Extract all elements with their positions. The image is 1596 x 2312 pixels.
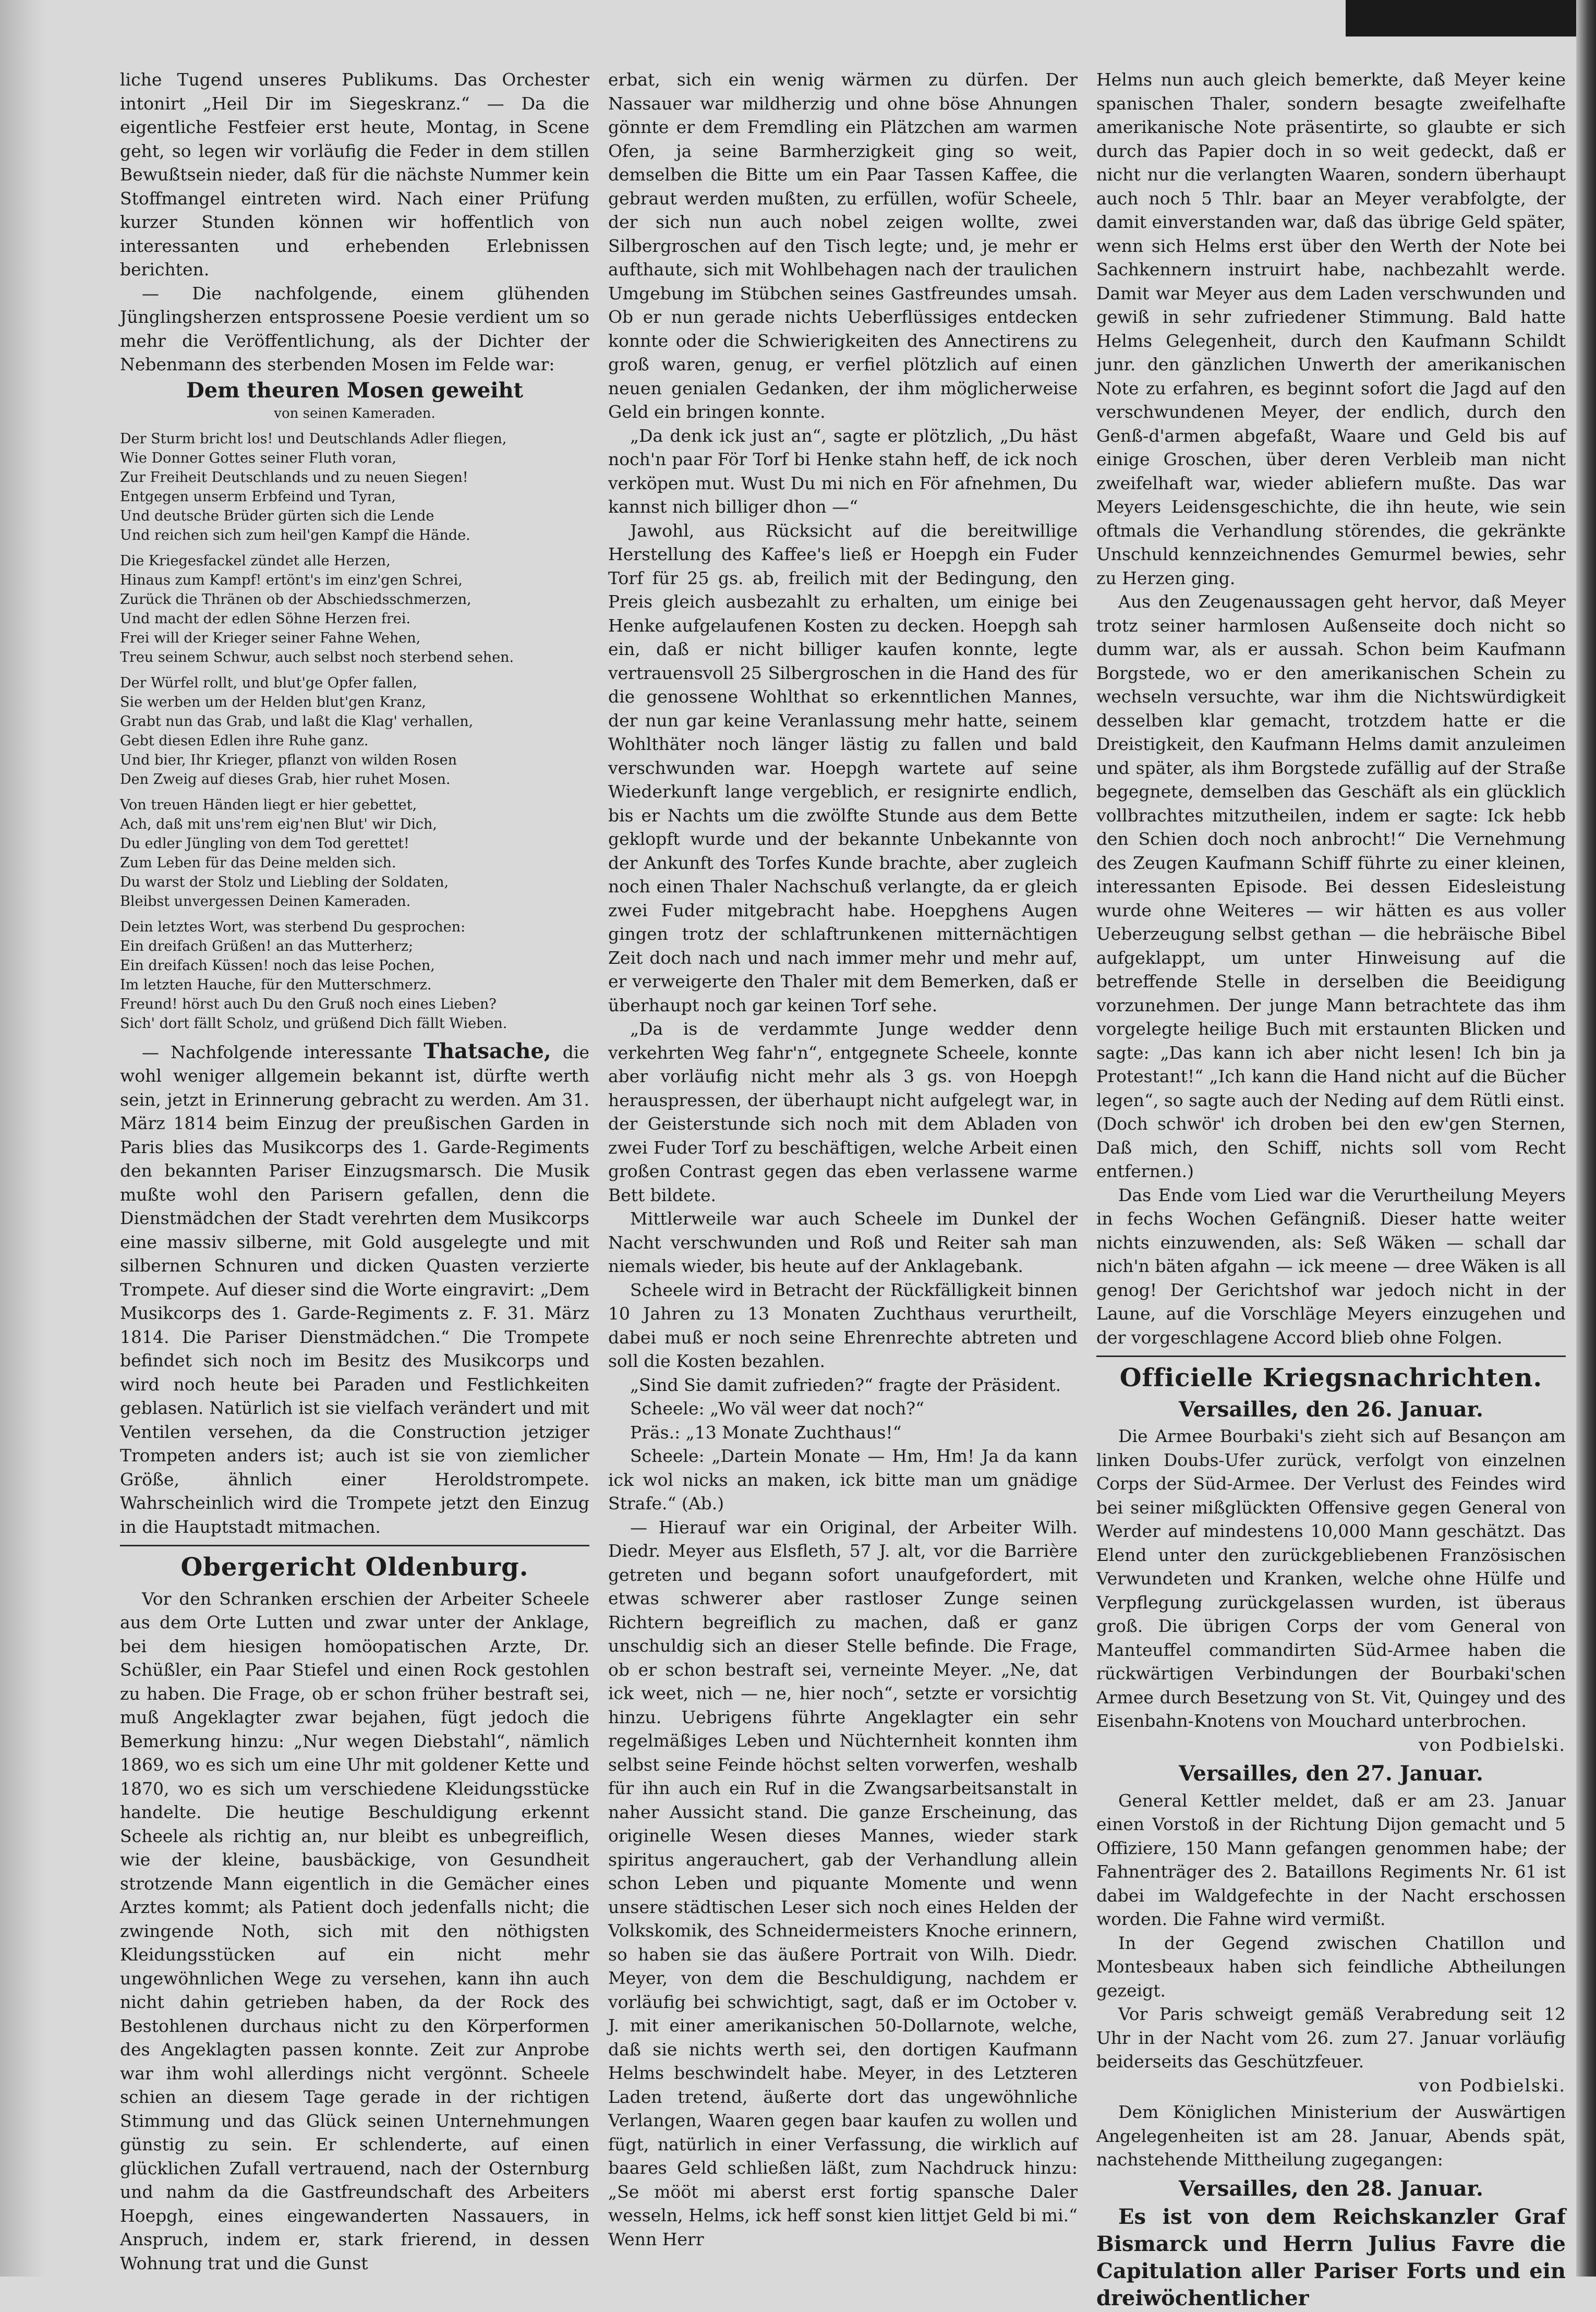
poem-line: Die Kriegesfackel zündet alle Herzen, (120, 552, 391, 569)
poem-stanza (120, 917, 589, 1033)
paragraph: „Da denk ick just an“, sagte er plötzlich, „Du häst noch'n paar För Torf bi Henke stahn heff, de ick noch verköpen mut. Wust Du mi nich en För afnehmen, Du kannst nich billiger dhon —“ (608, 425, 1078, 517)
section-divider (120, 1545, 589, 1546)
poem-stanza (120, 551, 589, 667)
poem-line: Der Sturm bricht los! und Deutschlands Adler fliegen, (120, 430, 507, 447)
paragraph: erbat, sich ein wenig wärmen zu dürfen. Der Nassauer war mildherzig und ohne böse Ahnungen gönnte er dem Fremdling ein Plätzchen am warmen Ofen, ja seine Barmherzigkeit ging so weit, demselben die Bitte um ein Paar Tassen Kaffee, die gebraut werden mußten, zu erfüllen, wofür Scheele, der sich nun auch nobel zeigen wollte, zwei Silbergroschen auf den Tisch legte; und, je mehr er aufthaute, sich mit Wohlbehagen nach der traulichen Umgebung im Stübchen seines Gastfreundes umsah. Ob er nun gerade nichts Ueberflüssiges entdecken konnte oder die Schwierigkeiten des Annectirens zu groß waren, genug, er verfiel plötzlich auf einen neuen genialen Gedanken, der ihm möglicherweise Geld ein bringen konnte. (608, 69, 1078, 422)
paragraph: — Die nachfolgende, einem glühenden Jünglingsherzen entsprossene Poesie verdient um so mehr die Veröffentlichung, als der Dichter der Nebenmann des sterbenden Mosen im Felde war: (120, 283, 589, 374)
paragraph: — Hierauf war ein Original, der Arbeiter Wilh. Diedr. Meyer aus Elsfleth, 57 J. alt, vor die Barrière getreten und begann sofort unaufgefordert, mit etwas schwerer aber rastloser Zunge seinen Richtern begreiflich zu machen, daß er ganz unschuldig sich an dieser Stelle befinde. Die Frage, ob er schon bestraft sei, verneinte Meyer. „Ne, dat ick weet, nich — ne, hier noch“, setzte er vorsichtig hinzu. Uebrigens führte Angeklagter ein sehr regelmäßiges Leben und Nüchternheit konnten ihm selbst seine Feinde höchst selten vorwerfen, weshalb für ihn auch ein Ruf in die Zwangsarbeitsanstalt in naher Aussicht stand. Die ganze Erscheinung, das originelle Wesen dieses Mannes, wieder stark spiritus angerauchert, gab der Verhandlung allein schon Leben und piquante Momente und wenn unsere städtischen Leser sich noch eines Helden der Volkskomik, des Schneidermeisters Knoche erinnern, so haben sie das äußere Portrait von Wilh. Diedr. Meyer, von dem die Beschuldigung, nachdem er vorläufig bei schwichtigt, sagt, daß er im October v. J. mit einer amerikanischen 50-Dollarnote, welche, daß sie nichts werth sei, den dortigen Kaufmann Helms beschwindelt habe. Meyer, in des Letzteren Laden tretend, äußerte dort das ungewöhnliche Verlangen, Waaren gegen baar kaufen zu wollen und fügt, natürlich in einer Verfassung, die wirklich auf baares Geld schließen läßt, zum Nachdruck hinzu: „Se mööt mi aberst erst fortig spansche Daler wesseln, Helms, ick heff sonst kien littjet Geld bi mi.“ Wenn Herr (608, 1517, 1078, 2249)
paragraph: Scheele wird in Betracht der Rückfälligkeit binnen 10 Jahren zu 13 Monaten Zuchthaus verurtheilt, dabei muß er noch seine Ehrenrechte abtreten und soll die Kosten bezahlen. (608, 1279, 1078, 1371)
poem-line: Im letzten Hauche, für den Mutterschmerz. (120, 976, 432, 993)
poem-line: Entgegen unserm Erbfeind und Tyran, (120, 488, 396, 505)
paragraph: Das Ende vom Lied war die Verurtheilung Meyers in fechs Wochen Gefängniß. Dieser hatte weiter nichts einzuwenden, als: Seß Wäken — schall dar nich'n bäten afgahn — ick meene — dree Wäken is all genog! Der Gerichtshof war jedoch nicht in der Laune, auf die Vorschläge Meyers einzugehen und der vorgeschlagene Accord blieb ohne Folgen. (1096, 1184, 1566, 1348)
poem-line: Von treuen Händen liegt er hier gebettet, (120, 796, 417, 813)
poem-line: Sich' dort fällt Scholz, und grüßend Dich fällt Wieben. (120, 1015, 507, 1032)
poem-line: Ein dreifach Küssen! noch das leise Pochen, (120, 957, 435, 974)
poem-line: Und macht der edlen Söhne Herzen frei. (120, 610, 411, 627)
poem-subtitle: von seinen Kameraden. (274, 406, 436, 421)
poem-title: Dem theuren Mosen geweiht (186, 378, 523, 403)
scan-dark-band (1346, 0, 1596, 37)
poem-line: Ein dreifach Grüßen! an das Mutterherz; (120, 938, 414, 954)
column-3 (1096, 68, 1566, 2310)
section-heading: Obergericht Oldenburg. (180, 1553, 529, 1582)
paragraph: „Da is de verdammte Junge wedder denn verkehrten Weg fahr'n“, entgegnete Scheele, konnte aber vorläufig nicht mehr als 3 gs. von Hoepgh herauspressen, der überhaupt nicht aufgelegt war, in der Geisterstunde sich noch mit dem Abladen von zwei Fuder Torf zu beschäftigen, welche Arbeit einen großen Contrast gegen das eben verlassene warme Bett bildete. (608, 1019, 1078, 1205)
signature: von Podbielski. (1419, 2075, 1566, 2096)
section-divider (1096, 1355, 1566, 1357)
poem-line: Freund! hörst auch Du den Gruß noch eines Lieben? (120, 996, 497, 1012)
paragraph: liche Tugend unseres Publikums. Das Orchester intonirt „Heil Dir im Siegeskranz.“ — Da die eigentliche Festfeier erst heute, Montag, in Scene geht, so legen wir vorläufig die Feder in dem stillen Bewußtsein nieder, daß für die nächste Nummer kein Stoffmangel eintreten wird. Nach einer Prüfung kurzer Stunden können wir hoffentlich von interessanten und erhebenden Erlebnissen berichten. (120, 69, 589, 280)
poem-line: Und bier, Ihr Krieger, pflanzt von wilden Rosen (120, 752, 457, 768)
poem-line: Frei will der Krieger seiner Fahne Wehen, (120, 630, 421, 646)
paragraph: Vor Paris schweigt gemäß Verabredung seit 12 Uhr in der Nacht vom 26. zum 27. Januar vorläufig beiderseits das Geschützfeuer. (1096, 2004, 1566, 2072)
dateline: Versailles, den 26. Januar. (1179, 1397, 1483, 1422)
page-shadow-right (1576, 0, 1596, 2277)
poem-line: Du warst der Stolz und Liebling der Soldaten, (120, 874, 449, 890)
paragraph-bold: Es ist von dem Reichskanzler Graf Bismarck und Herrn Julius Favre die Capitulation aller Pariser Forts und ein dreiwöchentlicher (1096, 2205, 1566, 2310)
poem-line: Zur Freiheit Deutschlands und zu neuen Siegen! (120, 469, 468, 486)
column-1 (120, 68, 589, 2273)
paragraph: Dem Königlichen Ministerium der Auswärtigen Angelegenheiten ist am 28. Januar, Abends spät, nachstehende Mittheilung zugegangen: (1096, 2102, 1566, 2170)
poem-stanza (120, 429, 589, 545)
paragraph: Scheele: „Dartein Monate — Hm, Hm! Ja da kann ick wol nicks an maken, ick bitte man um gnädige Strafe.“ (Ab.) (608, 1446, 1078, 1514)
paragraph: Präs.: „13 Monate Zuchthaus!“ (630, 1422, 902, 1443)
newspaper-page (120, 68, 1570, 2310)
page-shadow-left (0, 0, 47, 2277)
poem-stanza (120, 795, 589, 911)
paragraph: Jawohl, aus Rücksicht auf die bereitwillige Herstellung des Kaffee's ließ er Hoepgh ein Fuder Torf für 25 gs. ab, freilich mit der Bedingung, den Preis gleich ausbezahlt zu erhalten, um einige bei Henke aufgelaufenen Kosten zu decken. Hoepgh sah ein, daß er nicht billiger kaufen konnte, legte vertrauensvoll 25 Silbergroschen in die Hand des für die genossene Wohlthat so erkenntlichen Mannes, der nun gar keine Veranlassung mehr hatte, seinem Wohlthäter noch länger lästig zu fallen und bald verschwunden war. Hoepgh wartete auf seine Wiederkunft lange vergeblich, er resignirte endlich, bis er Nachts um die zwölfte Stunde aus dem Bette geklopft wurde und der bekannte Unbekannte von der Ankunft des Torfes Kunde brachte, aber zugleich noch einen Thaler Nachschuß verlangte, da er gleich zwei Fuder mitgebracht habe. Hoepghens Augen gingen trotz der schlaftrunkenen mitternächtigen Zeit doch nach und nach immer mehr und mehr auf, er verweigerte den Thaler mit dem Bemerken, daß er überhaupt noch gar keinen Torf sehe. (608, 520, 1078, 1015)
emphasis-word: Thatsache, (424, 1038, 551, 1063)
poem-line: Grabt nun das Grab, und laßt die Klag' verhallen, (120, 713, 474, 730)
poem-line: Der Würfel rollt, und blut'ge Opfer fallen, (120, 674, 417, 691)
poem-line: Zurück die Thränen ob der Abschiedsschmerzen, (120, 591, 471, 608)
signature: von Podbielski. (1419, 1734, 1566, 1755)
paragraph-start: — Nachfolgende interessante (142, 1042, 413, 1062)
poem-stanza (120, 673, 589, 789)
poem-line: Bleibst unvergessen Deinen Kameraden. (120, 893, 411, 910)
poem-line: Wie Donner Gottes seiner Fluth voran, (120, 450, 396, 466)
verse-quote: (Doch schwör' ich droben bei den ew'gen Sternen, Daß mich, den Schiff, nichts soll vom Recht entfernen.) (1096, 1113, 1566, 1181)
poem-line: Sie werben um der Helden blut'gen Kranz, (120, 694, 426, 710)
paragraph: Die Armee Bourbaki's zieht sich auf Besançon am linken Doubs-Ufer zurück, verfolgt von einzelnen Corps der Süd-Armee. Der Verlust des Feindes wird bei seiner mißglückten Offensive gegen General von Werder auf mindestens 10,000 Mann geschätzt. Das Elend unter den zurückgebliebenen Französischen Verwundeten und Kranken, welche ohne Hülfe und Verpflegung zurückgelassen wurden, ist überaus groß. Die übrigen Corps der vom General von Manteuffel commandirten Süd-Armee haben die rückwärtigen Verbindungen der Bourbaki'schen Armee durch Besetzung von St. Vit, Quingey und des Eisenbahn-Knotens von Mouchard unterbrochen. (1096, 1426, 1566, 1731)
paragraph: General Kettler meldet, daß er am 23. Januar einen Vorstoß in der Richtung Dijon gemacht und 5 Offiziere, 150 Mann gefangen genommen habe; der Fahnenträger des 2. Bataillons Regiments Nr. 61 ist dabei im Waldgefechte in der Nacht erschossen worden. Die Fahne wird vermißt. (1096, 1790, 1566, 1929)
paragraph (120, 1039, 589, 1539)
dateline: Versailles, den 27. Januar. (1179, 1761, 1483, 1786)
poem-line: Ach, daß mit uns'rem eig'nen Blut' wir Dich, (120, 816, 437, 832)
poem-line: Zum Leben für das Deine melden sich. (120, 854, 396, 871)
column-2 (608, 68, 1078, 2253)
poem-line: Gebt diesen Edlen ihre Ruhe ganz. (120, 732, 369, 749)
poem-line: Du edler Jüngling von dem Tod gerettet! (120, 835, 409, 852)
paragraph: Mittlerweile war auch Scheele im Dunkel der Nacht verschwunden und Roß und Reiter sah man niemals wieder, bis heute auf der Anklagebank. (608, 1208, 1078, 1276)
dateline: Versailles, den 28. Januar. (1179, 2176, 1483, 2201)
poem-line: Treu seinem Schwur, auch selbst noch sterbend sehen. (120, 649, 514, 665)
poem-line: Und reichen sich zum heil'gen Kampf die Hände. (120, 527, 470, 543)
paragraph: Vor den Schranken erschien der Arbeiter Scheele aus dem Orte Lutten und zwar unter der Anklage, bei dem hiesigen homöopatischen Arzte, Dr. Schüßler, ein Paar Stiefel und einen Rock gestohlen zu haben. Die Frage, ob er schon früher bestraft sei, muß Angeklagter zwar bejahen, fügt jedoch die Bemerkung hinzu: „Nur wegen Diebstahl“, nämlich 1869, wo es sich um eine Uhr mit goldener Kette und 1870, wo es sich um verschiedene Kleidungsstücke handelte. Die heutige Beschuldigung erkennt Scheele als richtig an, nur bleibt es unbegreiflich, wie der kleine, bausbäckige, von Gesundheit strotzende Mann eigentlich in die Gemächer eines Arztes kommt; als Patient doch jedenfalls nicht; die zwingende Noth, sich mit den nöthigsten Kleidungsstücken auf ein nicht mehr ungewöhnlichen Wege zu versehen, kann ihn auch nicht dahin getrieben haben, da der Rock des Bestohlenen durchaus nicht zu den Körperformen des Angeklagten passen konnte. Zeit zur Anprobe war ihm wohl allerdings nicht vergönnt. Scheele schien an diesem Tage gerade in der richtigen Stimmung und das Glück seinen Unternehmungen günstig zu sein. Er schlenderte, auf einen glücklichen Zufall vertrauend, nach der Osternburg und nahm da die Gastfreundschaft des Arbeiters Hoepgh, eines eingewanderten Nassauers, in Anspruch, indem er, stark frierend, in dessen Wohnung trat und die Gunst (120, 1588, 589, 2273)
section-heading: Officielle Kriegsnachrichten. (1119, 1363, 1543, 1393)
poem-line: Hinaus zum Kampf! ertönt's im einz'gen Schrei, (120, 572, 463, 588)
paragraph: Scheele: „Wo väl weer dat noch?“ (630, 1398, 924, 1419)
paragraph: Helms nun auch gleich bemerkte, daß Meyer keine spanischen Thaler, sondern besagte zweifelhafte amerikanische Note präsentirte, so glaubte er sich durch das Papier doch in so weit gedeckt, daß er nicht nur die verlangten Waaren, sondern überhaupt auch noch 5 Thlr. baar an Meyer verabfolgte, der damit einverstanden war, daß das übrige Geld später, wenn sich Helms erst über den Werth der Note bei Sachkennern instruirt habe, nachbezahlt werde. Damit war Meyer aus dem Laden verschwunden und gewiß in sehr zufriedener Stimmung. Bald hatte Helms Gelegenheit, durch den Kaufmann Schildt junr. den gänzlichen Unwerth der amerikanischen Note zu erfahren, es beginnt sofort die Jagd auf den verschwundenen Meyer, der endlich, durch den Genß-d'armen abgefaßt, Waare und Geld bis auf einige Groschen, über deren Verbleib man nicht zweifelhaft war, wieder abliefern mußte. Das war Meyers Leidensgeschichte, die ihn heute, wie sein oftmals die Verhandlung störendes, die gekränkte Unschuld kennzeichnendes Gemurmel bewies, sehr zu Herzen ging. (1096, 69, 1566, 588)
poem-line: Dein letztes Wort, was sterbend Du gesprochen: (120, 918, 466, 935)
paragraph: Aus den Zeugenaussagen geht hervor, daß Meyer trotz seiner harmlosen Außenseite doch nicht so dumm war, als er aussah. Schon beim Kaufmann Borgstede, wo er den amerikanischen Schein zu wechseln versuchte, war ihm die Nichtswürdigkeit desselben klar gemacht, trotzdem hatte er die Dreistigkeit, den Kaufmann Helms damit anzuleimen und später, als ihm Borgstede zufällig auf der Straße begegnete, demselben das Geschäft als ein glücklich vollbrachtes mitzutheilen, indem er sagte: Ick hebb den Schien doch noch anbrocht!“ Die Vernehmung des Zeugen Kaufmann Schiff führte zu einer kleinen, interessanten Episode. Bei dessen Eidesleistung wurde ohne Weiteres — wir hätten es aus voller Ueberzeugung selbst gethan — die hebräische Bibel aufgeklappt, um unter Hinweisung auf die betreffende Stelle in derselben die Beeidigung vorzunehmen. Der junge Mann betrachtete das ihm vorgelegte heilige Buch mit erstaunten Blicken und sagte: „Das kann ich aber nicht lesen! Ich bin ja Protestant!“ „Ich kann die Hand nicht auf die Bücher legen“, so sagte auch der Neding auf dem Rütli einst. (1096, 591, 1566, 1110)
poem-line: Und deutsche Brüder gürten sich die Lende (120, 507, 434, 524)
poem-line: Den Zweig auf dieses Grab, hier ruhet Mosen. (120, 771, 451, 788)
paragraph-body: die wohl weniger allgemein bekannt ist, dürfte werth sein, jetzt in Erinnerung gebracht zu werden. Am 31. März 1814 beim Einzug der preußischen Garden in Paris blies das Musikcorps des 1. Garde-Regiments den bekannten Pariser Einzugsmarsch. Die Musik mußte wohl den Parisern gefallen, denn die Dienstmädchen der Stadt verehrten dem Musikcorps eine massiv silberne, mit Gold ausgelegte und mit silbernen Schnuren und dicken Quasten verzierte Trompete. Auf dieser sind die Worte eingravirt: „Dem Musikcorps des 1. Garde-Regiments z. F. 31. März 1814. Die Pariser Dienstmädchen.“ Die Trompete befindet sich noch im Besitz des Musikcorps und wird noch heute bei Paraden und Festlichkeiten geblasen. Natürlich ist sie vielfach verändert und mit Ventilen versehen, da die Construction jetziger Trompeten anders ist; auch ist sie von ziemlicher Größe, ähnlich einer Heroldstrompete. Wahrscheinlich wird die Trompete jetzt den Einzug in die Hauptstadt mitmachen. (120, 1042, 589, 1537)
paragraph: In der Gegend zwischen Chatillon und Montesbeaux haben sich feindliche Abtheilungen gezeigt. (1096, 1932, 1566, 2001)
paragraph: „Sind Sie damit zufrieden?“ fragte der Präsident. (630, 1374, 1061, 1395)
